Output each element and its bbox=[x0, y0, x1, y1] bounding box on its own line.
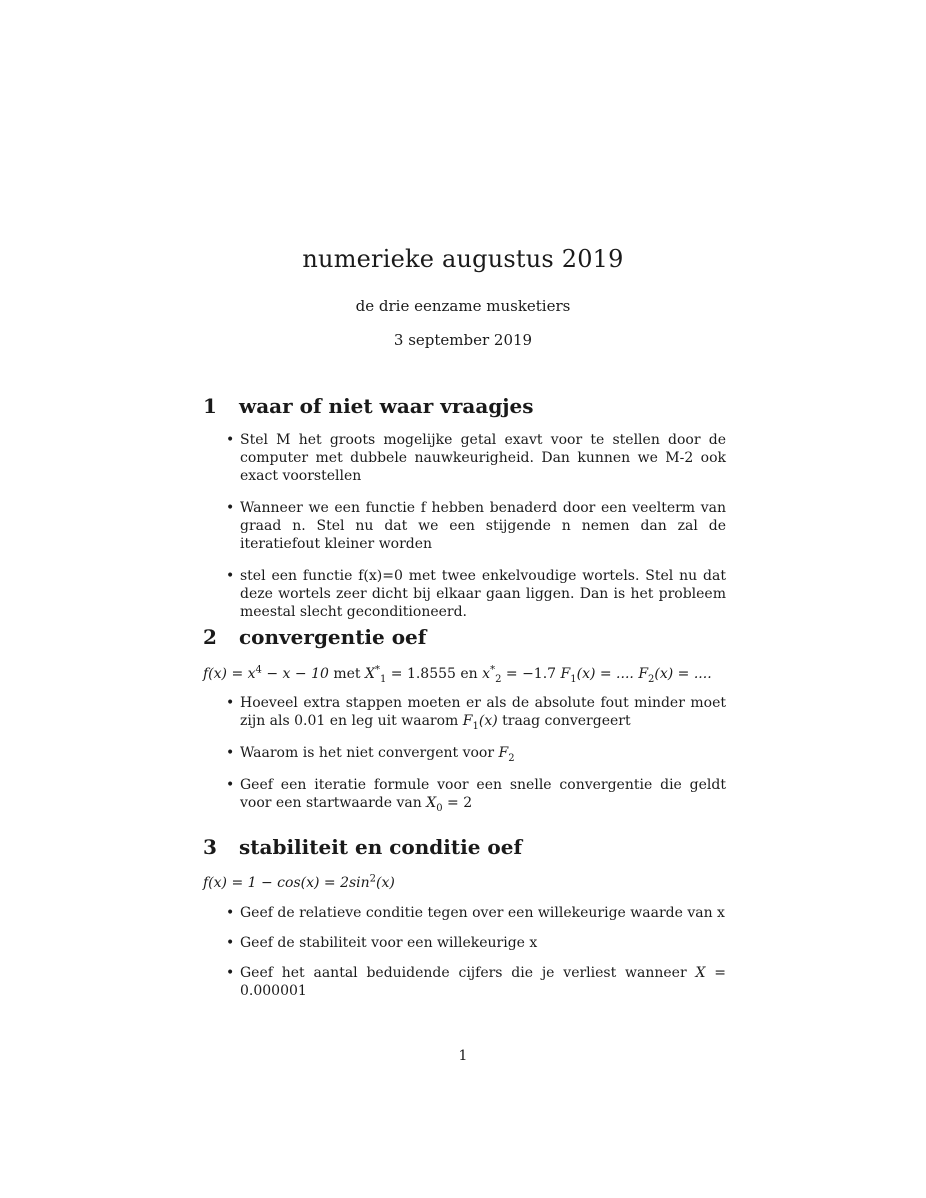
section-title: stabiliteit en conditie oef bbox=[239, 835, 523, 859]
section-number: 1 bbox=[203, 394, 217, 418]
list-item: • Geef het aantal beduidende cijfers die je verliest wanneer X = 0.000001 bbox=[226, 964, 726, 1000]
list-item: • Geef een iteratie formule voor een snelle convergentie die geldt voor een startwaarde van $X_0 = 2$ bbox=[226, 776, 726, 812]
section-heading-3 bbox=[203, 834, 522, 860]
list-item: • Wanneer we een functie f hebben benaderd door een veelterm van graad n. Stel nu dat we een stijgende n nemen dan zal de iteratiefout kleiner worden bbox=[226, 499, 726, 553]
section-3-bullet-list bbox=[226, 904, 726, 1000]
list-item: • Geef de relatieve conditie tegen over een willekeurige waarde van x bbox=[226, 904, 726, 922]
section-title: convergentie oef bbox=[239, 625, 427, 649]
list-item: • Hoeveel extra stappen moeten er als de absolute fout minder moet zijn als 0.01 en leg uit waarom $F_1(x)$ traag convergeert bbox=[226, 694, 726, 730]
section-title: waar of niet waar vraagjes bbox=[239, 394, 534, 418]
section-heading-2 bbox=[203, 624, 426, 650]
section-number: 2 bbox=[203, 625, 217, 649]
section-3-formula: $f(x) = 1 - \cos(x) = 2\sin^2(x)$ bbox=[203, 873, 395, 891]
section-number: 3 bbox=[203, 835, 217, 859]
document-date: 3 september 2019 bbox=[393, 331, 533, 349]
section-2-formula: $f(x) = x^4 - x - 10$ met $X^*_1 = 1.8555$ en $x^*_2 = -1.7$ $F_1(x)$ = .... $F_2(x)$ = .... bbox=[203, 664, 712, 685]
list-item: • Waarom is het niet convergent voor $F_2$ bbox=[226, 744, 726, 762]
page-number: 1 bbox=[458, 1048, 468, 1064]
document-title: numerieke augustus 2019 bbox=[302, 245, 624, 273]
list-item: • stel een functie f(x)=0 met twee enkelvoudige wortels. Stel nu dat deze wortels zeer dicht bij elkaar gaan liggen. Dan is het probleem meestal slecht geconditioneerd. bbox=[226, 567, 726, 621]
list-item: • Geef de stabiliteit voor een willekeurige x bbox=[226, 934, 726, 952]
document-author: de drie eenzame musketiers bbox=[355, 297, 571, 315]
list-item: • Stel M het groots mogelijke getal exavt voor te stellen door de computer met dubbele nauwkeurigheid. Dan kunnen we M-2 ook exact voorstellen bbox=[226, 431, 726, 485]
section-heading-1 bbox=[203, 393, 534, 419]
section-1-bullet-list bbox=[226, 431, 726, 621]
section-2-bullet-list bbox=[226, 694, 726, 812]
